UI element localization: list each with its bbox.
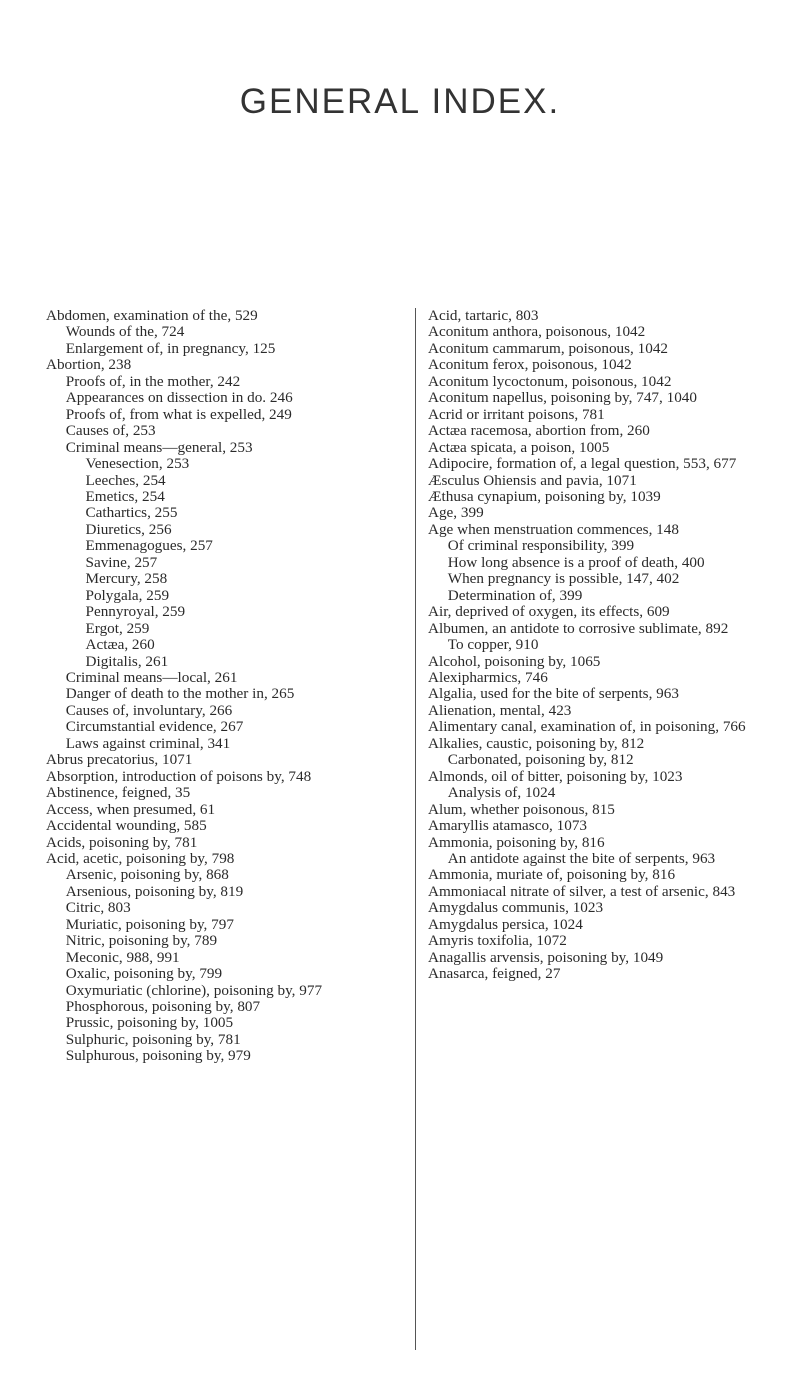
index-entry: Determination of, 399 xyxy=(447,586,583,604)
index-entry: Alienation, mental, 423 xyxy=(428,701,572,719)
index-entry: Phosphorous, poisoning by, 807 xyxy=(65,998,261,1016)
index-entry: Emmenagogues, 257 xyxy=(85,537,213,555)
index-entry: Citric, 803 xyxy=(65,899,131,917)
index-entry: Almonds, oil of bitter, poisoning by, 1023 xyxy=(428,767,683,785)
index-entry: Enlargement of, in pregnancy, 125 xyxy=(65,339,276,357)
index-entry: Ammonia, muriate of, poisoning by, 816 xyxy=(428,866,676,884)
index-entry: Muriatic, poisoning by, 797 xyxy=(65,915,234,933)
index-column-left xyxy=(46,308,376,1065)
index-entry: Alum, whether poisonous, 815 xyxy=(428,800,615,818)
index-entry: When pregnancy is possible, 147, 402 xyxy=(447,570,680,588)
index-entry: Amygdalus persica, 1024 xyxy=(428,915,583,933)
index-entry: Abortion, 238 xyxy=(46,356,132,374)
index-entry: Sulphurous, poisoning by, 979 xyxy=(65,1047,251,1065)
index-entry: To copper, 910 xyxy=(447,636,539,654)
index-entry: An antidote against the bite of serpents, 963 xyxy=(447,849,716,867)
index-entry: Ammonia, poisoning by, 816 xyxy=(428,833,605,851)
index-entry: Emetics, 254 xyxy=(85,487,165,505)
index-entry: Savine, 257 xyxy=(85,553,158,571)
index-entry: Ammoniacal nitrate of silver, a test of arsenic, 843 xyxy=(428,882,736,900)
index-entry: Alcohol, poisoning by, 1065 xyxy=(428,652,601,670)
index-entry: Abrus precatorius, 1071 xyxy=(46,751,193,769)
index-entry: Danger of death to the mother in, 265 xyxy=(65,685,295,703)
index-entry: Albumen, an antidote to corrosive sublimate, 892 xyxy=(428,619,729,637)
column-divider xyxy=(415,308,416,1350)
index-entry: Adipocire, formation of, a legal question, 553, 677 xyxy=(428,455,737,473)
index-entry: Alimentary canal, examination of, in poisoning, 766 xyxy=(428,718,746,736)
index-entry: How long absence is a proof of death, 400 xyxy=(447,553,705,571)
index-entry: Criminal means—local, 261 xyxy=(65,668,238,686)
index-entry: Alkalies, caustic, poisoning by, 812 xyxy=(428,734,645,752)
index-entry: Amyris toxifolia, 1072 xyxy=(428,932,567,950)
index-entry: Acid, acetic, poisoning by, 798 xyxy=(46,849,235,867)
index-entry: Arsenious, poisoning by, 819 xyxy=(65,882,244,900)
index-entry: Carbonated, poisoning by, 812 xyxy=(447,751,634,769)
index-entry: Æsculus Ohiensis and pavia, 1071 xyxy=(428,471,637,489)
index-entry: Acrid or irritant poisons, 781 xyxy=(428,405,605,423)
index-entry: Aconitum cammarum, poisonous, 1042 xyxy=(428,339,669,357)
index-entry: Access, when presumed, 61 xyxy=(46,800,216,818)
index-entry: Mercury, 258 xyxy=(85,570,168,588)
index-entry: Laws against criminal, 341 xyxy=(65,734,231,752)
index-entry: Actæa racemosa, abortion from, 260 xyxy=(428,422,650,440)
page-title: GENERAL INDEX. xyxy=(239,82,561,121)
index-entry: Diuretics, 256 xyxy=(85,520,172,538)
index-entry: Air, deprived of oxygen, its effects, 609 xyxy=(428,603,670,621)
index-entry: Criminal means—general, 253 xyxy=(65,438,253,456)
index-entry: Æthusa cynapium, poisoning by, 1039 xyxy=(428,487,661,505)
index-entry: Oxymuriatic (chlorine), poisoning by, 977 xyxy=(65,981,323,999)
index-entry: Age when menstruation commences, 148 xyxy=(428,520,679,538)
index-entry: Venesection, 253 xyxy=(85,455,190,473)
index-entry: Sulphuric, poisoning by, 781 xyxy=(65,1030,241,1048)
index-entry: Cathartics, 255 xyxy=(85,504,178,522)
index-entry: Amygdalus communis, 1023 xyxy=(428,899,604,917)
index-entry: Appearances on dissection in do. 246 xyxy=(65,389,293,407)
index-entry: Prussic, poisoning by, 1005 xyxy=(65,1014,234,1032)
index-entry: Actæa, 260 xyxy=(85,636,155,654)
index-entry: Anasarca, feigned, 27 xyxy=(428,965,561,983)
index-entry: Oxalic, poisoning by, 799 xyxy=(65,965,223,983)
index-entry: Meconic, 988, 991 xyxy=(65,948,180,966)
index-entry: Causes of, 253 xyxy=(65,422,156,440)
index-entry: Of criminal responsibility, 399 xyxy=(447,537,635,555)
index-column-right xyxy=(428,308,758,983)
index-entry: Pennyroyal, 259 xyxy=(85,603,186,621)
index-entry: Abdomen, examination of the, 529 xyxy=(46,307,258,324)
index-entry: Arsenic, poisoning by, 868 xyxy=(65,866,229,884)
index-entry: Polygala, 259 xyxy=(85,586,170,604)
index-entry: Aconitum anthora, poisonous, 1042 xyxy=(428,323,646,341)
index-entry: Abstinence, feigned, 35 xyxy=(46,784,191,802)
index-entry: Nitric, poisoning by, 789 xyxy=(65,932,218,950)
index-entry: Acid, tartaric, 803 xyxy=(428,307,539,324)
index-entry: Proofs of, from what is expelled, 249 xyxy=(65,405,292,423)
index-entry: Alexipharmics, 746 xyxy=(428,668,548,686)
index-entry: Leeches, 254 xyxy=(85,471,166,489)
index-entry: Analysis of, 1024 xyxy=(447,784,556,802)
index-entry: Wounds of the, 724 xyxy=(65,323,185,341)
index-entry: Aconitum ferox, poisonous, 1042 xyxy=(428,356,632,374)
index-entry: Ergot, 259 xyxy=(85,619,150,637)
index-entry: Algalia, used for the bite of serpents, 963 xyxy=(428,685,679,703)
index-entry: Acids, poisoning by, 781 xyxy=(46,833,198,851)
index-entry: Anagallis arvensis, poisoning by, 1049 xyxy=(428,948,664,966)
index-entry: Digitalis, 261 xyxy=(85,652,169,670)
index-entry: Aconitum napellus, poisoning by, 747, 1040 xyxy=(428,389,697,407)
index-entry: Age, 399 xyxy=(428,504,484,522)
index-entry: Aconitum lycoctonum, poisonous, 1042 xyxy=(428,372,672,390)
index-entry: Accidental wounding, 585 xyxy=(46,817,207,835)
index-entry: Circumstantial evidence, 267 xyxy=(65,718,244,736)
index-entry: Actæa spicata, a poison, 1005 xyxy=(428,438,610,456)
index-entry: Amaryllis atamasco, 1073 xyxy=(428,817,588,835)
index-entry: Causes of, involuntary, 266 xyxy=(65,701,233,719)
index-entry: Proofs of, in the mother, 242 xyxy=(65,372,241,390)
index-entry: Absorption, introduction of poisons by, 748 xyxy=(46,767,312,785)
